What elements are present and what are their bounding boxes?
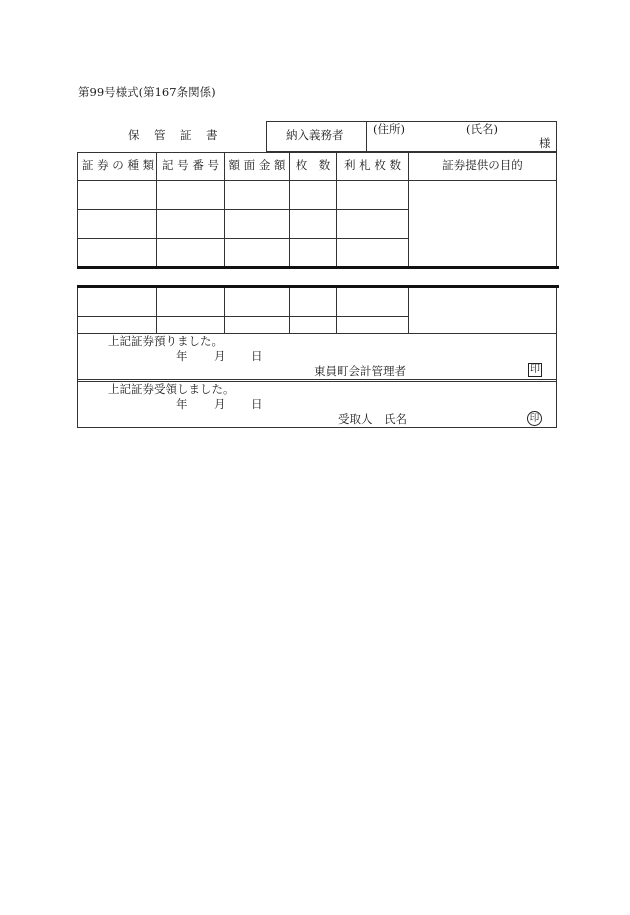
address-label: (住所) (373, 122, 405, 136)
column-header-security-type: 証 券 の 種 類 (82, 158, 155, 172)
title-char: 証 (180, 128, 192, 142)
column-header-purpose: 証券提供の目的 (442, 158, 523, 172)
title-char: 書 (206, 128, 218, 142)
document-title (120, 130, 230, 144)
column-header-face-value: 額 面 金 額 (228, 158, 286, 172)
acceptance-date-month: 月 (214, 397, 226, 411)
taxpayer-label: 納入義務者 (286, 128, 344, 142)
column-header-symbol-number: 記 号 番 号 (162, 158, 219, 172)
acceptance-date-year: 年 (176, 397, 188, 411)
column-header-count: 枚 数 (295, 158, 331, 172)
seal-circle-icon: 印 (527, 411, 542, 426)
receipt-date-year: 年 (176, 349, 188, 363)
acceptance-date-day: 日 (251, 397, 263, 411)
seal-square-icon: 印 (530, 364, 540, 375)
receipt-date-month: 月 (214, 349, 226, 363)
section-break-bottom (77, 285, 559, 288)
section-break-top (77, 266, 559, 269)
receipt-statement: 上記証券預りました。 (108, 334, 223, 348)
acceptance-statement: 上記証券受領しました。 (108, 382, 235, 396)
form-number: 第99号様式(第167条関係) (78, 85, 216, 99)
acceptance-signer: 受取人 氏名 (338, 412, 407, 426)
title-char: 保 (128, 128, 140, 142)
name-label: (氏名) (466, 122, 498, 136)
title-char: 管 (154, 128, 166, 142)
receipt-date-day: 日 (251, 349, 263, 363)
honorific: 様 (539, 136, 551, 150)
column-header-coupon-count: 利 札 枚 数 (344, 158, 401, 172)
receipt-signer: 東員町会計管理者 (314, 364, 406, 378)
